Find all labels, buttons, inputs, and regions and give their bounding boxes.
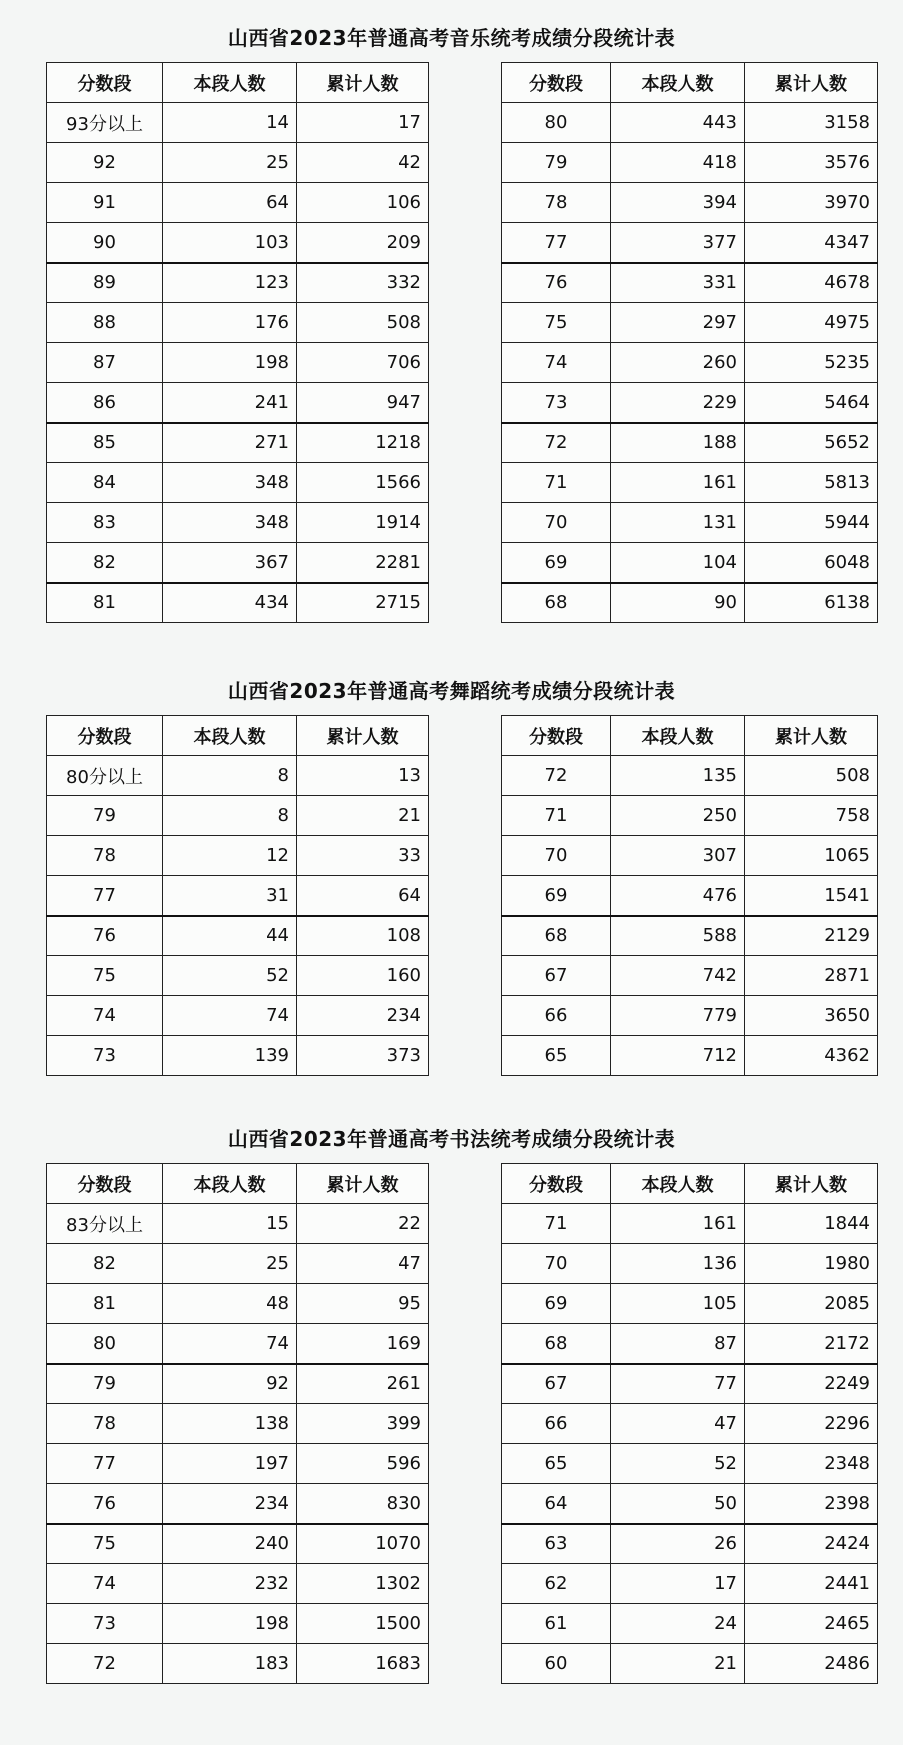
table-row bbox=[47, 503, 429, 543]
cell-segment-count: 48 bbox=[163, 1284, 297, 1324]
header-score-range: 分数段 bbox=[502, 1164, 611, 1204]
cell-segment-count: 588 bbox=[611, 916, 745, 956]
cell-score-range: 89 bbox=[47, 263, 163, 303]
cell-segment-count: 229 bbox=[611, 383, 745, 423]
cell-score-range: 91 bbox=[47, 183, 163, 223]
cell-cumulative-count: 47 bbox=[297, 1244, 429, 1284]
table-row bbox=[47, 103, 429, 143]
cell-segment-count: 779 bbox=[611, 996, 745, 1036]
cell-segment-count: 90 bbox=[611, 583, 745, 623]
table-row bbox=[502, 876, 878, 916]
cell-score-range: 93分以上 bbox=[47, 103, 163, 143]
table-row bbox=[47, 183, 429, 223]
table-row bbox=[502, 796, 878, 836]
header-score-range: 分数段 bbox=[47, 1164, 163, 1204]
score-table-right bbox=[501, 1163, 878, 1684]
cell-cumulative-count: 2424 bbox=[745, 1524, 878, 1564]
cell-score-range: 60 bbox=[502, 1644, 611, 1684]
table-row bbox=[47, 583, 429, 623]
table-row bbox=[502, 1284, 878, 1324]
table-row bbox=[47, 1364, 429, 1404]
table-row bbox=[502, 1244, 878, 1284]
cell-score-range: 76 bbox=[47, 916, 163, 956]
cell-score-range: 65 bbox=[502, 1444, 611, 1484]
cell-cumulative-count: 6138 bbox=[745, 583, 878, 623]
cell-cumulative-count: 2249 bbox=[745, 1364, 878, 1404]
cell-cumulative-count: 830 bbox=[297, 1484, 429, 1524]
cell-cumulative-count: 6048 bbox=[745, 543, 878, 583]
header-score-range: 分数段 bbox=[47, 716, 163, 756]
cell-cumulative-count: 1218 bbox=[297, 423, 429, 463]
cell-score-range: 72 bbox=[502, 756, 611, 796]
cell-score-range: 77 bbox=[47, 1444, 163, 1484]
cell-score-range: 92 bbox=[47, 143, 163, 183]
cell-cumulative-count: 508 bbox=[297, 303, 429, 343]
cell-score-range: 61 bbox=[502, 1604, 611, 1644]
cell-segment-count: 198 bbox=[163, 1604, 297, 1644]
table-row bbox=[502, 836, 878, 876]
header-score-range: 分数段 bbox=[47, 63, 163, 103]
cell-segment-count: 131 bbox=[611, 503, 745, 543]
cell-segment-count: 87 bbox=[611, 1324, 745, 1364]
cell-cumulative-count: 160 bbox=[297, 956, 429, 996]
cell-segment-count: 234 bbox=[163, 1484, 297, 1524]
cell-cumulative-count: 1065 bbox=[745, 836, 878, 876]
cell-segment-count: 161 bbox=[611, 463, 745, 503]
cell-segment-count: 260 bbox=[611, 343, 745, 383]
cell-score-range: 80分以上 bbox=[47, 756, 163, 796]
table-row bbox=[502, 103, 878, 143]
cell-score-range: 68 bbox=[502, 1324, 611, 1364]
section-title: 山西省2023年普通高考舞蹈统考成绩分段统计表 bbox=[227, 679, 676, 703]
cell-cumulative-count: 64 bbox=[297, 876, 429, 916]
cell-segment-count: 74 bbox=[163, 1324, 297, 1364]
cell-score-range: 70 bbox=[502, 836, 611, 876]
cell-score-range: 73 bbox=[47, 1604, 163, 1644]
cell-cumulative-count: 106 bbox=[297, 183, 429, 223]
cell-segment-count: 394 bbox=[611, 183, 745, 223]
cell-score-range: 72 bbox=[502, 423, 611, 463]
cell-segment-count: 8 bbox=[163, 796, 297, 836]
cell-cumulative-count: 5944 bbox=[745, 503, 878, 543]
cell-segment-count: 161 bbox=[611, 1204, 745, 1244]
table-row bbox=[47, 543, 429, 583]
cell-segment-count: 8 bbox=[163, 756, 297, 796]
cell-segment-count: 240 bbox=[163, 1524, 297, 1564]
cell-score-range: 69 bbox=[502, 876, 611, 916]
cell-segment-count: 307 bbox=[611, 836, 745, 876]
cell-cumulative-count: 2281 bbox=[297, 543, 429, 583]
cell-segment-count: 348 bbox=[163, 503, 297, 543]
cell-segment-count: 25 bbox=[163, 143, 297, 183]
cell-cumulative-count: 261 bbox=[297, 1364, 429, 1404]
table-row bbox=[47, 303, 429, 343]
table-row bbox=[47, 956, 429, 996]
cell-segment-count: 17 bbox=[611, 1564, 745, 1604]
table-row bbox=[502, 1324, 878, 1364]
cell-segment-count: 297 bbox=[611, 303, 745, 343]
cell-score-range: 67 bbox=[502, 956, 611, 996]
cell-segment-count: 198 bbox=[163, 343, 297, 383]
cell-cumulative-count: 1914 bbox=[297, 503, 429, 543]
table-row bbox=[502, 1404, 878, 1444]
cell-segment-count: 12 bbox=[163, 836, 297, 876]
cell-cumulative-count: 508 bbox=[745, 756, 878, 796]
cell-segment-count: 31 bbox=[163, 876, 297, 916]
table-row bbox=[47, 1204, 429, 1244]
cell-score-range: 74 bbox=[47, 996, 163, 1036]
cell-segment-count: 138 bbox=[163, 1404, 297, 1444]
cell-score-range: 69 bbox=[502, 1284, 611, 1324]
cell-score-range: 79 bbox=[47, 1364, 163, 1404]
table-row bbox=[502, 503, 878, 543]
table-row bbox=[502, 1604, 878, 1644]
table-row bbox=[502, 543, 878, 583]
cell-cumulative-count: 3158 bbox=[745, 103, 878, 143]
table-row bbox=[47, 143, 429, 183]
header-segment-count: 本段人数 bbox=[611, 1164, 745, 1204]
cell-score-range: 82 bbox=[47, 1244, 163, 1284]
cell-cumulative-count: 4975 bbox=[745, 303, 878, 343]
cell-segment-count: 92 bbox=[163, 1364, 297, 1404]
cell-segment-count: 103 bbox=[163, 223, 297, 263]
cell-score-range: 83 bbox=[47, 503, 163, 543]
cell-score-range: 87 bbox=[47, 343, 163, 383]
cell-segment-count: 188 bbox=[611, 423, 745, 463]
table-row bbox=[47, 1284, 429, 1324]
table-row bbox=[47, 1036, 429, 1076]
cell-cumulative-count: 13 bbox=[297, 756, 429, 796]
cell-segment-count: 26 bbox=[611, 1524, 745, 1564]
cell-segment-count: 197 bbox=[163, 1444, 297, 1484]
table-row bbox=[502, 263, 878, 303]
header-cumulative-count: 累计人数 bbox=[745, 1164, 878, 1204]
cell-score-range: 68 bbox=[502, 916, 611, 956]
cell-cumulative-count: 3650 bbox=[745, 996, 878, 1036]
cell-score-range: 66 bbox=[502, 1404, 611, 1444]
cell-cumulative-count: 706 bbox=[297, 343, 429, 383]
table-row bbox=[47, 263, 429, 303]
cell-score-range: 66 bbox=[502, 996, 611, 1036]
cell-score-range: 73 bbox=[502, 383, 611, 423]
cell-segment-count: 418 bbox=[611, 143, 745, 183]
section-title: 山西省2023年普通高考音乐统考成绩分段统计表 bbox=[227, 26, 676, 50]
cell-segment-count: 250 bbox=[611, 796, 745, 836]
cell-score-range: 68 bbox=[502, 583, 611, 623]
cell-cumulative-count: 1844 bbox=[745, 1204, 878, 1244]
table-row bbox=[502, 756, 878, 796]
header-cumulative-count: 累计人数 bbox=[745, 63, 878, 103]
cell-score-range: 73 bbox=[47, 1036, 163, 1076]
cell-cumulative-count: 3576 bbox=[745, 143, 878, 183]
cell-score-range: 79 bbox=[47, 796, 163, 836]
cell-segment-count: 24 bbox=[611, 1604, 745, 1644]
table-row bbox=[47, 1524, 429, 1564]
cell-cumulative-count: 2871 bbox=[745, 956, 878, 996]
cell-cumulative-count: 5813 bbox=[745, 463, 878, 503]
cell-cumulative-count: 22 bbox=[297, 1204, 429, 1244]
table-row bbox=[47, 876, 429, 916]
cell-score-range: 71 bbox=[502, 1204, 611, 1244]
cell-cumulative-count: 2348 bbox=[745, 1444, 878, 1484]
table-row bbox=[502, 1364, 878, 1404]
cell-cumulative-count: 5235 bbox=[745, 343, 878, 383]
cell-cumulative-count: 108 bbox=[297, 916, 429, 956]
cell-score-range: 80 bbox=[47, 1324, 163, 1364]
cell-score-range: 86 bbox=[47, 383, 163, 423]
cell-cumulative-count: 2085 bbox=[745, 1284, 878, 1324]
table-row bbox=[47, 1644, 429, 1684]
table-row bbox=[502, 423, 878, 463]
cell-cumulative-count: 33 bbox=[297, 836, 429, 876]
cell-cumulative-count: 1302 bbox=[297, 1564, 429, 1604]
cell-segment-count: 105 bbox=[611, 1284, 745, 1324]
table-row bbox=[47, 1324, 429, 1364]
cell-score-range: 65 bbox=[502, 1036, 611, 1076]
cell-cumulative-count: 21 bbox=[297, 796, 429, 836]
header-cumulative-count: 累计人数 bbox=[297, 63, 429, 103]
header-score-range: 分数段 bbox=[502, 63, 611, 103]
cell-cumulative-count: 2172 bbox=[745, 1324, 878, 1364]
cell-segment-count: 712 bbox=[611, 1036, 745, 1076]
table-row bbox=[502, 343, 878, 383]
cell-cumulative-count: 1980 bbox=[745, 1244, 878, 1284]
table-header-row bbox=[47, 63, 429, 103]
table-row bbox=[502, 383, 878, 423]
table-row bbox=[47, 383, 429, 423]
cell-cumulative-count: 1500 bbox=[297, 1604, 429, 1644]
cell-cumulative-count: 399 bbox=[297, 1404, 429, 1444]
cell-cumulative-count: 5464 bbox=[745, 383, 878, 423]
table-row bbox=[502, 1204, 878, 1244]
cell-cumulative-count: 4678 bbox=[745, 263, 878, 303]
cell-score-range: 77 bbox=[47, 876, 163, 916]
cell-score-range: 74 bbox=[502, 343, 611, 383]
cell-cumulative-count: 332 bbox=[297, 263, 429, 303]
header-cumulative-count: 累计人数 bbox=[297, 716, 429, 756]
cell-segment-count: 44 bbox=[163, 916, 297, 956]
cell-score-range: 67 bbox=[502, 1364, 611, 1404]
cell-cumulative-count: 2486 bbox=[745, 1644, 878, 1684]
table-row bbox=[502, 1444, 878, 1484]
cell-segment-count: 139 bbox=[163, 1036, 297, 1076]
table-row bbox=[502, 996, 878, 1036]
header-segment-count: 本段人数 bbox=[163, 716, 297, 756]
table-row bbox=[502, 303, 878, 343]
cell-score-range: 83分以上 bbox=[47, 1204, 163, 1244]
table-row bbox=[47, 423, 429, 463]
cell-cumulative-count: 4362 bbox=[745, 1036, 878, 1076]
cell-segment-count: 123 bbox=[163, 263, 297, 303]
cell-score-range: 80 bbox=[502, 103, 611, 143]
cell-segment-count: 25 bbox=[163, 1244, 297, 1284]
section-title: 山西省2023年普通高考书法统考成绩分段统计表 bbox=[227, 1127, 676, 1151]
table-row bbox=[47, 343, 429, 383]
cell-score-range: 64 bbox=[502, 1484, 611, 1524]
header-segment-count: 本段人数 bbox=[163, 1164, 297, 1204]
header-cumulative-count: 累计人数 bbox=[745, 716, 878, 756]
cell-score-range: 69 bbox=[502, 543, 611, 583]
cell-segment-count: 14 bbox=[163, 103, 297, 143]
table-row bbox=[502, 956, 878, 996]
table-row bbox=[47, 1404, 429, 1444]
table-row bbox=[47, 1564, 429, 1604]
cell-score-range: 78 bbox=[47, 1404, 163, 1444]
cell-score-range: 79 bbox=[502, 143, 611, 183]
cell-score-range: 82 bbox=[47, 543, 163, 583]
cell-segment-count: 52 bbox=[163, 956, 297, 996]
cell-segment-count: 443 bbox=[611, 103, 745, 143]
cell-score-range: 78 bbox=[47, 836, 163, 876]
cell-cumulative-count: 42 bbox=[297, 143, 429, 183]
table-row bbox=[47, 1444, 429, 1484]
table-row bbox=[47, 836, 429, 876]
header-segment-count: 本段人数 bbox=[611, 63, 745, 103]
cell-segment-count: 367 bbox=[163, 543, 297, 583]
table-row bbox=[502, 1644, 878, 1684]
header-segment-count: 本段人数 bbox=[611, 716, 745, 756]
table-row bbox=[502, 1524, 878, 1564]
cell-score-range: 76 bbox=[502, 263, 611, 303]
cell-segment-count: 47 bbox=[611, 1404, 745, 1444]
cell-segment-count: 377 bbox=[611, 223, 745, 263]
cell-cumulative-count: 2465 bbox=[745, 1604, 878, 1644]
cell-cumulative-count: 17 bbox=[297, 103, 429, 143]
cell-segment-count: 241 bbox=[163, 383, 297, 423]
table-row bbox=[47, 223, 429, 263]
cell-cumulative-count: 2296 bbox=[745, 1404, 878, 1444]
cell-cumulative-count: 947 bbox=[297, 383, 429, 423]
cell-score-range: 71 bbox=[502, 463, 611, 503]
cell-segment-count: 476 bbox=[611, 876, 745, 916]
cell-score-range: 70 bbox=[502, 503, 611, 543]
table-header-row bbox=[502, 1164, 878, 1204]
table-row bbox=[502, 463, 878, 503]
cell-segment-count: 176 bbox=[163, 303, 297, 343]
table-row bbox=[502, 183, 878, 223]
cell-segment-count: 64 bbox=[163, 183, 297, 223]
table-row bbox=[47, 916, 429, 956]
table-header-row bbox=[47, 716, 429, 756]
cell-score-range: 84 bbox=[47, 463, 163, 503]
cell-score-range: 78 bbox=[502, 183, 611, 223]
table-row bbox=[47, 1244, 429, 1284]
table-header-row bbox=[502, 63, 878, 103]
cell-segment-count: 135 bbox=[611, 756, 745, 796]
cell-cumulative-count: 1683 bbox=[297, 1644, 429, 1684]
table-row bbox=[502, 1484, 878, 1524]
header-cumulative-count: 累计人数 bbox=[297, 1164, 429, 1204]
cell-segment-count: 232 bbox=[163, 1564, 297, 1604]
table-row bbox=[502, 223, 878, 263]
cell-score-range: 81 bbox=[47, 1284, 163, 1324]
cell-score-range: 72 bbox=[47, 1644, 163, 1684]
cell-segment-count: 348 bbox=[163, 463, 297, 503]
cell-segment-count: 331 bbox=[611, 263, 745, 303]
cell-segment-count: 104 bbox=[611, 543, 745, 583]
table-header-row bbox=[502, 716, 878, 756]
cell-cumulative-count: 596 bbox=[297, 1444, 429, 1484]
cell-segment-count: 74 bbox=[163, 996, 297, 1036]
cell-score-range: 75 bbox=[47, 956, 163, 996]
cell-segment-count: 271 bbox=[163, 423, 297, 463]
cell-cumulative-count: 234 bbox=[297, 996, 429, 1036]
cell-score-range: 70 bbox=[502, 1244, 611, 1284]
cell-score-range: 63 bbox=[502, 1524, 611, 1564]
cell-cumulative-count: 2129 bbox=[745, 916, 878, 956]
cell-cumulative-count: 3970 bbox=[745, 183, 878, 223]
cell-score-range: 62 bbox=[502, 1564, 611, 1604]
table-header-row bbox=[47, 1164, 429, 1204]
cell-score-range: 90 bbox=[47, 223, 163, 263]
cell-cumulative-count: 758 bbox=[745, 796, 878, 836]
cell-segment-count: 136 bbox=[611, 1244, 745, 1284]
table-row bbox=[47, 463, 429, 503]
cell-score-range: 77 bbox=[502, 223, 611, 263]
cell-cumulative-count: 373 bbox=[297, 1036, 429, 1076]
table-row bbox=[47, 756, 429, 796]
cell-score-range: 76 bbox=[47, 1484, 163, 1524]
cell-segment-count: 77 bbox=[611, 1364, 745, 1404]
cell-score-range: 85 bbox=[47, 423, 163, 463]
cell-segment-count: 15 bbox=[163, 1204, 297, 1244]
table-row bbox=[502, 583, 878, 623]
cell-cumulative-count: 209 bbox=[297, 223, 429, 263]
cell-segment-count: 183 bbox=[163, 1644, 297, 1684]
cell-cumulative-count: 2398 bbox=[745, 1484, 878, 1524]
cell-score-range: 75 bbox=[502, 303, 611, 343]
cell-cumulative-count: 1566 bbox=[297, 463, 429, 503]
table-row bbox=[47, 996, 429, 1036]
score-table-right bbox=[501, 62, 878, 623]
table-row bbox=[502, 916, 878, 956]
header-score-range: 分数段 bbox=[502, 716, 611, 756]
score-table-left bbox=[46, 715, 429, 1076]
cell-segment-count: 50 bbox=[611, 1484, 745, 1524]
cell-cumulative-count: 95 bbox=[297, 1284, 429, 1324]
cell-score-range: 75 bbox=[47, 1524, 163, 1564]
cell-score-range: 88 bbox=[47, 303, 163, 343]
cell-segment-count: 21 bbox=[611, 1644, 745, 1684]
score-table-left bbox=[46, 1163, 429, 1684]
table-row bbox=[47, 796, 429, 836]
cell-score-range: 74 bbox=[47, 1564, 163, 1604]
cell-segment-count: 434 bbox=[163, 583, 297, 623]
cell-cumulative-count: 169 bbox=[297, 1324, 429, 1364]
cell-score-range: 71 bbox=[502, 796, 611, 836]
table-row bbox=[502, 1036, 878, 1076]
table-row bbox=[502, 1564, 878, 1604]
cell-cumulative-count: 1070 bbox=[297, 1524, 429, 1564]
cell-segment-count: 742 bbox=[611, 956, 745, 996]
table-row bbox=[47, 1484, 429, 1524]
header-segment-count: 本段人数 bbox=[163, 63, 297, 103]
cell-cumulative-count: 2715 bbox=[297, 583, 429, 623]
score-table-right bbox=[501, 715, 878, 1076]
cell-cumulative-count: 1541 bbox=[745, 876, 878, 916]
table-row bbox=[502, 143, 878, 183]
cell-cumulative-count: 5652 bbox=[745, 423, 878, 463]
cell-cumulative-count: 2441 bbox=[745, 1564, 878, 1604]
cell-cumulative-count: 4347 bbox=[745, 223, 878, 263]
score-table-left bbox=[46, 62, 429, 623]
table-row bbox=[47, 1604, 429, 1644]
cell-score-range: 81 bbox=[47, 583, 163, 623]
cell-segment-count: 52 bbox=[611, 1444, 745, 1484]
